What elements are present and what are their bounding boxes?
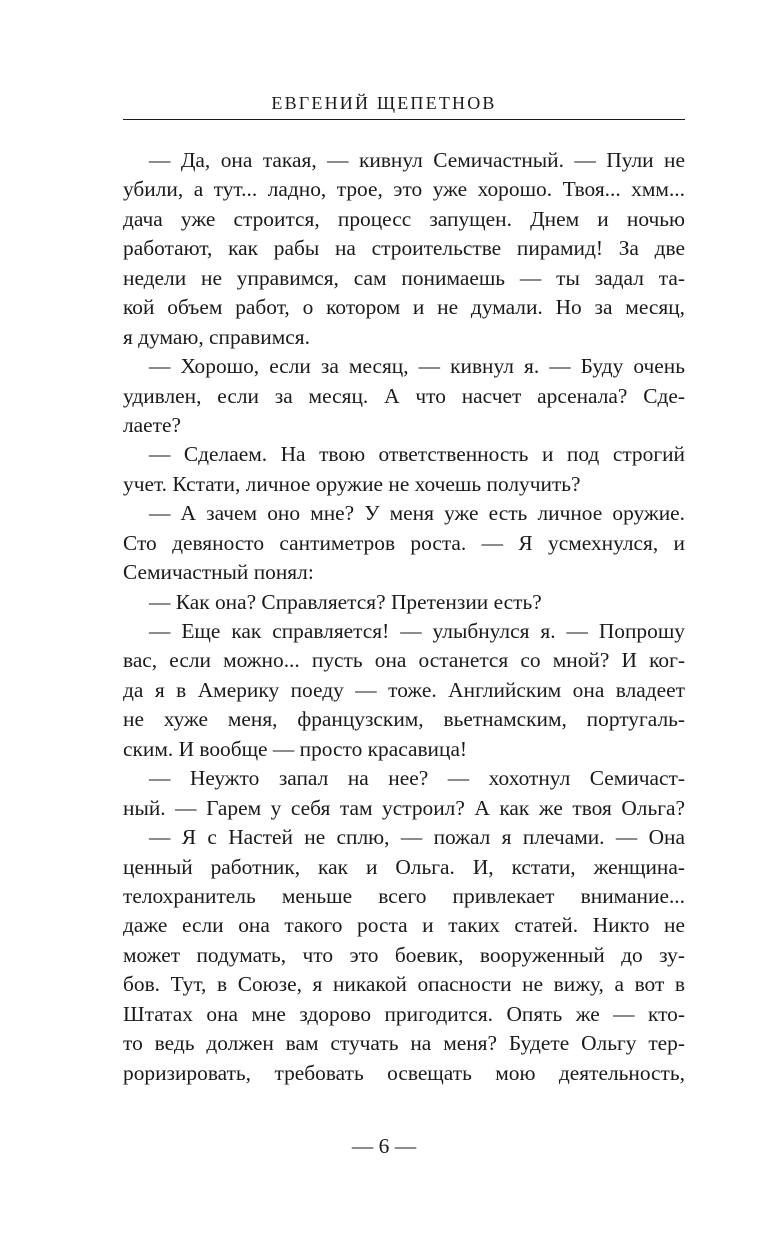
text-line: — Неужто запал на нее? — хохотнул Семичаст-	[149, 766, 685, 791]
text-line: да я в Америку поеду — тоже. Английским она владеет	[123, 677, 685, 702]
body-text	[123, 146, 685, 1088]
text-line: то ведь должен вам стучать на меня? Будете Ольгу тер-	[123, 1031, 685, 1056]
running-head: ЕВГЕНИЙ ЩЕПЕТНОВ	[271, 93, 497, 113]
text-line: учет. Кстати, личное оружие не хочешь получить?	[123, 471, 581, 496]
text-line: кой объем работ, о котором и не думали. Но за месяц,	[123, 295, 685, 320]
text-line: убили, а тут... ладно, трое, это уже хорошо. Твоя... хмм...	[123, 177, 685, 202]
text-line: удивлен, если за месяц. А что насчет арсенала? Сде-	[123, 383, 685, 408]
text-line: роризировать, требовать освещать мою деятельность,	[123, 1060, 685, 1085]
text-line: — Как она? Справляется? Претензии есть?	[149, 589, 542, 614]
text-line: ским. И вообще — просто красавица!	[123, 736, 468, 761]
text-line: — А зачем оно мне? У меня уже есть личное оружие.	[149, 501, 685, 526]
text-line: Штатах она мне здорово пригодится. Опять же — кто-	[123, 1001, 685, 1026]
text-line: может подумать, что это боевик, вооруженный до зу-	[123, 942, 685, 967]
text-line: дача уже строится, процесс запущен. Днем и ночью	[123, 206, 685, 231]
text-line: работают, как рабы на строительстве пирамид! За две	[123, 236, 685, 261]
text-line: Семичастный понял:	[123, 560, 314, 585]
text-line: — Еще как справляется! — улыбнулся я. — Попрошу	[149, 619, 685, 643]
text-line: лаете?	[123, 412, 181, 437]
text-line: телохранитель меньше всего привлекает внимание...	[123, 883, 685, 908]
text-line: — Да, она такая, — кивнул Семичастный. — Пули не	[149, 148, 685, 172]
text-line: даже если она такого роста и таких статей. Никто не	[123, 913, 685, 938]
text-line: бов. Тут, в Союзе, я никакой опасности не вижу, а вот в	[123, 972, 685, 997]
text-line: — Сделаем. На твою ответственность и под строгий	[149, 442, 685, 467]
text-line: недели не управимся, сам понимаешь — ты задал та-	[123, 265, 685, 290]
header-rule	[123, 119, 685, 120]
text-line: Сто девяносто сантиметров роста. — Я усмехнулся, и	[123, 530, 685, 555]
text-line: не хуже меня, французским, вьетнамским, португаль-	[123, 707, 685, 732]
text-line: — Хорошо, если за месяц, — кивнул я. — Буду очень	[149, 354, 685, 379]
text-line: я думаю, справимся.	[123, 324, 310, 349]
page-number: — 6 —	[351, 1134, 417, 1158]
text-line: ный. — Гарем у себя там устроил? А как же твоя Ольга?	[123, 795, 685, 820]
text-line: вас, если можно... пусть она останется со мной? И ког-	[123, 648, 685, 673]
text-line: ценный работник, как и Ольга. И, кстати, женщина-	[123, 854, 685, 879]
text-line: — Я с Настей не сплю, — пожал я плечами. — Она	[149, 825, 685, 850]
